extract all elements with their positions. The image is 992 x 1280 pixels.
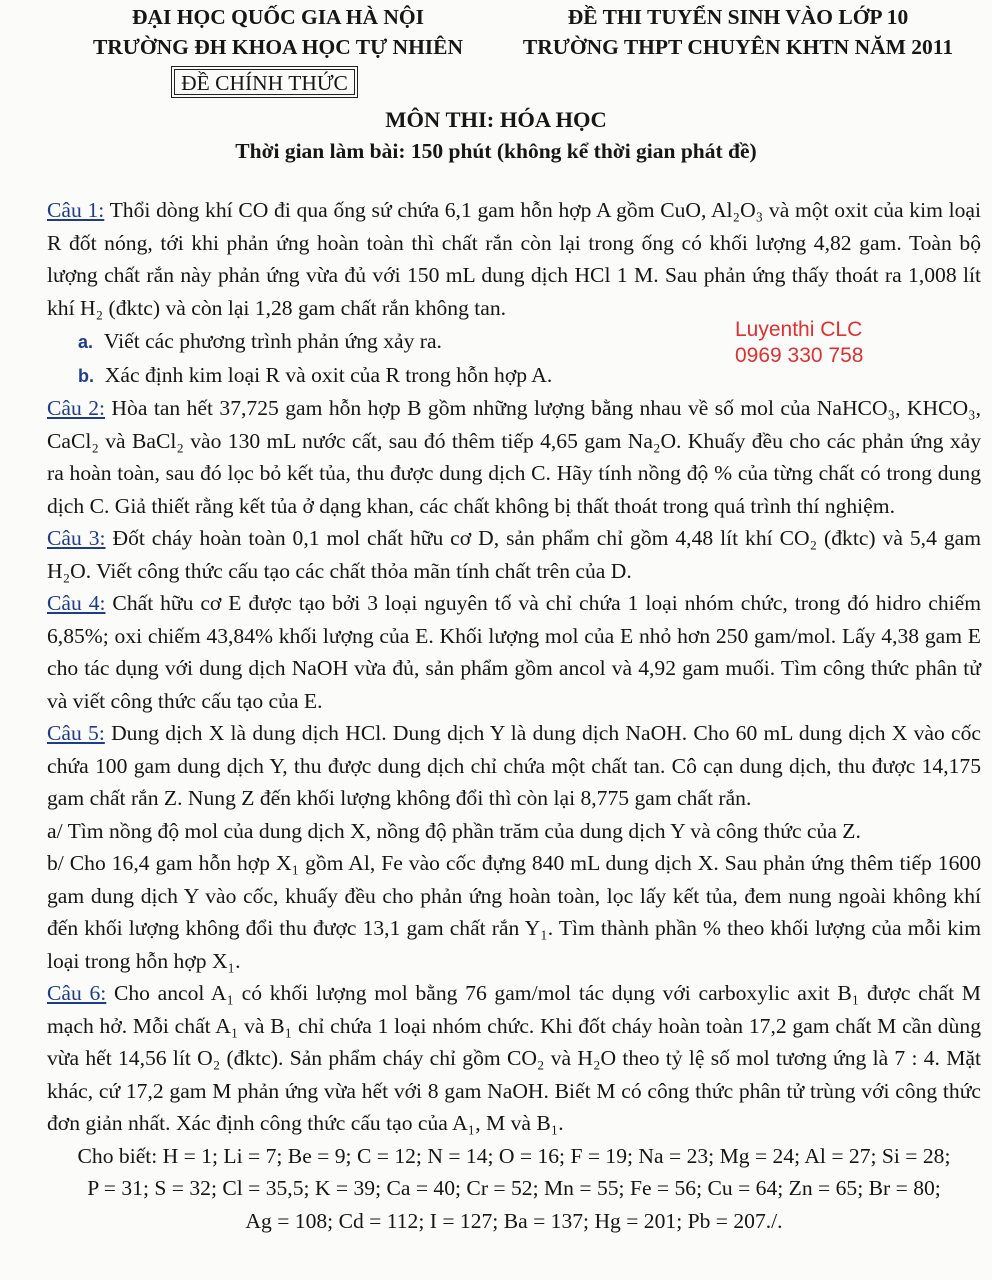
question-5-part-a: a/ Tìm nồng độ mol của dung dịch X, nồng độ phần trăm của dung dịch Y và công thức của Z. — [47, 818, 861, 843]
exam-title: ĐỀ THI TUYỂN SINH VÀO LỚP 10 — [567, 5, 909, 29]
question-3 — [47, 522, 981, 587]
university-header — [58, 2, 498, 62]
question-label: Câu 2: — [47, 396, 106, 420]
question-label: Câu 4: — [47, 591, 106, 615]
exam-school-year: TRƯỜNG THPT CHUYÊN KHTN NĂM 2011 — [522, 35, 954, 59]
official-exam-stamp: ĐỀ CHÍNH THỨC — [171, 66, 358, 98]
question-5 — [47, 717, 981, 815]
question-6 — [47, 977, 981, 1140]
exam-header — [505, 2, 971, 62]
question-text: Thổi dòng khí CO đi qua ống sứ chứa 6,1 gam hỗn hợp A gồm CuO, Al₂O₃ và một oxit của kim loại R đốt nóng, tới khi phản ứng hoàn toàn thì chất rắn còn lại trong ống có khối lượng 4,82 gam. Toàn bộ lượng chất rắn này phản ứng vừa đủ với 150 mL dung dịch HCl 1 M. Sau phản ứng thấy thoát ra 1,008 lít khí H₂ (đktc) và còn lại 1,28 gam chất rắn không tan. — [47, 198, 981, 320]
question-5-part-b: b/ Cho 16,4 gam hỗn hợp X₁ gồm Al, Fe vào cốc đựng 840 mL dung dịch X. Sau phản ứng thêm tiếp 1600 gam dung dịch Y vào cốc, khuấy đều cho phản ứng hoàn toàn, lọc lấy kết tủa, đem nung ngoài không khí đến khối lượng không đổi thu được 13,1 gam chất rắn Y₁. Tìm thành phần % theo khối lượng của mỗi kim loại trong hỗn hợp X₁. — [47, 851, 981, 973]
question-label: Câu 6: — [47, 981, 107, 1005]
watermark-name: Luyenthi CLC — [735, 318, 863, 341]
question-1-part-b — [47, 359, 981, 393]
question-text: Hòa tan hết 37,725 gam hỗn hợp B gồm những lượng bằng nhau về số mol của NaHCO₃, KHCO₃, CaCl₂ và BaCl₂ vào 130 mL nước cất, sau đó thêm tiếp 4,65 gam Na₂O. Khuấy đều cho các phản ứng xảy ra hoàn toàn, sau đó lọc bỏ kết tủa, thu được dung dịch C. Hãy tính nồng độ % của từng chất có trong dung dịch C. Giả thiết rằng kết tủa ở dạng khan, các chất không bị thất thoát trong quá trình thí nghiệm. — [47, 396, 982, 518]
watermark-phone: 0969 330 758 — [735, 344, 864, 367]
question-1 — [47, 194, 981, 324]
university-name: ĐẠI HỌC QUỐC GIA HÀ NỘI — [131, 5, 425, 29]
atomic-masses-line-1: Cho biết: H = 1; Li = 7; Be = 9; C = 12; N = 14; O = 16; F = 19; Na = 23; Mg = 24; Al = 27; Si = 28; — [77, 1143, 951, 1168]
question-text: Đốt cháy hoàn toàn 0,1 mol chất hữu cơ D, sản phẩm chỉ gồm 4,48 lít khí CO₂ (đktc) và 5,4 gam H₂O. Viết công thức cấu tạo các chất thỏa mãn tính chất trên của D. — [47, 526, 981, 583]
question-2 — [47, 392, 981, 522]
subject-title: MÔN THI: HÓA HỌC — [385, 107, 607, 132]
question-4 — [47, 587, 981, 717]
time-limit: Thời gian làm bài: 150 phút (không kể thời gian phát đề) — [235, 139, 757, 163]
question-text: Dung dịch X là dung dịch HCl. Dung dịch Y là dung dịch NaOH. Cho 60 mL dung dịch X vào cốc chứa 100 gam dung dịch Y, thu được dung dịch chỉ chứa một chất tan. Cô cạn dung dịch, thu được 14,175 gam chất rắn Z. Nung Z đến khối lượng không đổi thì còn lại 8,775 gam chất rắn. — [47, 721, 981, 810]
question-label: Câu 3: — [47, 526, 106, 550]
part-text: Viết các phương trình phản ứng xảy ra. — [103, 329, 442, 353]
exam-content — [47, 194, 981, 1237]
question-1-part-a — [47, 325, 981, 359]
question-text: Chất hữu cơ E được tạo bởi 3 loại nguyên tố và chỉ chứa 1 loại nhóm chức, trong đó hidro chiếm 6,85%; oxi chiếm 43,84% khối lượng của E. Khối lượng mol của E nhỏ hơn 250 gam/mol. Lấy 4,38 gam E cho tác dụng với dung dịch NaOH vừa đủ, sản phẩm gồm ancol và 4,92 gam muối. Tìm công thức phân tử và viết công thức cấu tạo của E. — [47, 591, 981, 713]
question-text: Cho ancol A₁ có khối lượng mol bằng 76 gam/mol tác dụng với carboxylic axit B₁ được chất M mạch hở. Mỗi chất A₁ và B₁ chỉ chứa 1 loại nhóm chức. Khi đốt cháy hoàn toàn 17,2 gam chất M cần dùng vừa hết 14,56 lít O₂ (đktc). Sản phẩm cháy chỉ gồm CO₂ và H₂O theo tỷ lệ số mol tương ứng là 7 : 4. Mặt khác, cứ 17,2 gam M phản ứng vừa hết với 8 gam NaOH. Biết M có công thức phân tử trùng với công thức đơn giản nhất. Xác định công thức cấu tạo của A₁, M và B₁. — [47, 981, 981, 1135]
question-label: Câu 1: — [47, 198, 105, 222]
atomic-masses-line-3: Ag = 108; Cd = 112; I = 127; Ba = 137; Hg = 201; Pb = 207./. — [245, 1208, 783, 1233]
atomic-masses-line-2: P = 31; S = 32; Cl = 35,5; K = 39; Ca = 40; Cr = 52; Mn = 55; Fe = 56; Cu = 64; Zn = 65; Br = 80; — [87, 1176, 941, 1200]
question-label: Câu 5: — [47, 721, 105, 745]
school-name: TRƯỜNG ĐH KHOA HỌC TỰ NHIÊN — [92, 35, 464, 59]
part-text: Xác định kim loại R và oxit của R trong hỗn hợp A. — [104, 362, 553, 387]
part-marker: a. — [78, 332, 94, 352]
part-marker: b. — [78, 365, 94, 386]
